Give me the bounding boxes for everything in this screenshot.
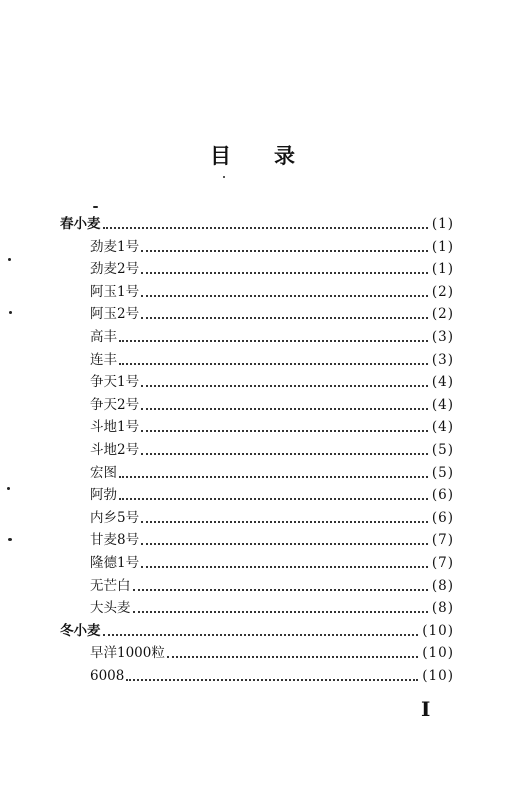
toc-entry-label: 隆德1号	[90, 555, 140, 571]
toc-entry-label: 连丰	[90, 351, 117, 368]
toc-page-number: (6)	[431, 509, 454, 526]
dot-leader	[103, 634, 419, 636]
toc-page-number: (6)	[431, 487, 454, 504]
toc-entry-row	[90, 255, 454, 277]
dot-leader	[141, 521, 428, 523]
toc-section-row	[60, 617, 454, 639]
toc-page-number: (10)	[422, 622, 454, 639]
toc-entry-label: 劲麦2号	[90, 261, 140, 278]
toc-entry-label: 斗地1号	[90, 419, 140, 436]
toc-page-number: (5)	[431, 464, 454, 481]
dot-leader	[141, 250, 428, 252]
toc-entry-label: 阿玉1号	[90, 283, 140, 300]
toc-entry-row	[90, 662, 454, 684]
toc-page-number: (8)	[431, 577, 454, 594]
toc-section-row	[60, 210, 454, 232]
toc-entry-label: 内乡5号	[90, 509, 140, 526]
toc-page-number: (2)	[431, 283, 454, 300]
toc-entry-label: 争天1号	[90, 374, 140, 391]
toc-entry-label: 春小麦	[60, 216, 101, 232]
dot-leader	[126, 679, 418, 681]
dot-leader	[141, 295, 428, 297]
dot-leader	[119, 476, 428, 478]
dot-leader	[119, 498, 428, 500]
page-title	[0, 140, 506, 170]
toc-page-number: (1)	[431, 261, 454, 278]
toc-page-number: (10)	[422, 645, 454, 662]
toc-entry-label: 6008	[90, 668, 125, 684]
toc-entry-label: 斗地2号	[90, 442, 140, 458]
dot-leader	[141, 453, 428, 455]
dot-leader	[133, 611, 428, 613]
toc-entry-row	[90, 504, 454, 526]
toc-entry-label: 劲麦1号	[90, 238, 140, 255]
toc-page-number: (1)	[431, 238, 454, 255]
page-number: I	[421, 697, 431, 721]
toc-entry-row	[90, 549, 454, 571]
toc-entry-label: 争天2号	[90, 396, 140, 413]
toc-entry-row	[90, 594, 454, 616]
dot-leader	[141, 430, 428, 432]
toc-entry-row	[90, 639, 454, 661]
toc-page-number: (4)	[431, 374, 454, 391]
toc-page-number: (3)	[431, 329, 454, 345]
toc-entry-row	[90, 572, 454, 594]
toc-entry-row	[90, 300, 454, 322]
toc-entry-row	[90, 526, 454, 548]
toc-entry-row	[90, 436, 454, 458]
toc-entry-row	[90, 391, 454, 413]
toc-page-number: (4)	[431, 396, 454, 413]
dot-leader	[167, 656, 418, 658]
toc-entry-label: 无芒白	[90, 577, 131, 594]
scan-speck	[223, 176, 225, 178]
toc-entry-row	[90, 346, 454, 368]
scan-speck	[7, 487, 10, 490]
toc-entry-row	[90, 368, 454, 390]
toc-entry-label: 阿玉2号	[90, 306, 140, 323]
dot-leader	[103, 227, 428, 229]
toc-entry-row	[90, 481, 454, 503]
toc-entry-label: 高丰	[90, 329, 117, 345]
toc-page-number: (1)	[431, 216, 454, 232]
scan-speck	[8, 258, 11, 261]
toc-page-number: (7)	[431, 555, 454, 571]
dot-leader	[141, 272, 428, 274]
dot-leader	[133, 589, 428, 591]
scan-speck	[9, 311, 12, 314]
toc-entry-label: 宏图	[90, 464, 117, 481]
title-char-2: 录	[274, 144, 296, 168]
toc-entry-row	[90, 323, 454, 345]
dot-leader	[141, 566, 428, 568]
toc-entry-row	[90, 233, 454, 255]
toc-page-number: (7)	[431, 532, 454, 549]
toc-entry-label: 冬小麦	[60, 622, 101, 639]
toc-entry-label: 甘麦8号	[90, 532, 140, 549]
toc-page-number: (10)	[422, 668, 454, 684]
dot-leader	[141, 385, 428, 387]
title-char-1: 目	[210, 144, 232, 168]
toc-page-number: (2)	[431, 306, 454, 323]
dot-leader	[141, 543, 428, 545]
toc-entry-row	[90, 413, 454, 435]
dot-leader	[119, 363, 428, 365]
scan-speck	[93, 206, 98, 208]
toc-entry-row	[90, 278, 454, 300]
dot-leader	[141, 408, 428, 410]
scan-speck	[8, 538, 12, 541]
dot-leader	[119, 340, 428, 342]
toc-page-number: (3)	[431, 351, 454, 368]
toc-entry-row	[90, 459, 454, 481]
toc-page-number: (4)	[431, 419, 454, 436]
toc-entry-label: 阿勃	[90, 487, 117, 504]
toc-page-number: (5)	[431, 442, 454, 458]
toc-entry-label: 早洋1000粒	[90, 645, 165, 662]
toc-page-number: (8)	[431, 600, 454, 617]
dot-leader	[141, 317, 428, 319]
toc-entry-label: 大头麦	[90, 600, 131, 617]
